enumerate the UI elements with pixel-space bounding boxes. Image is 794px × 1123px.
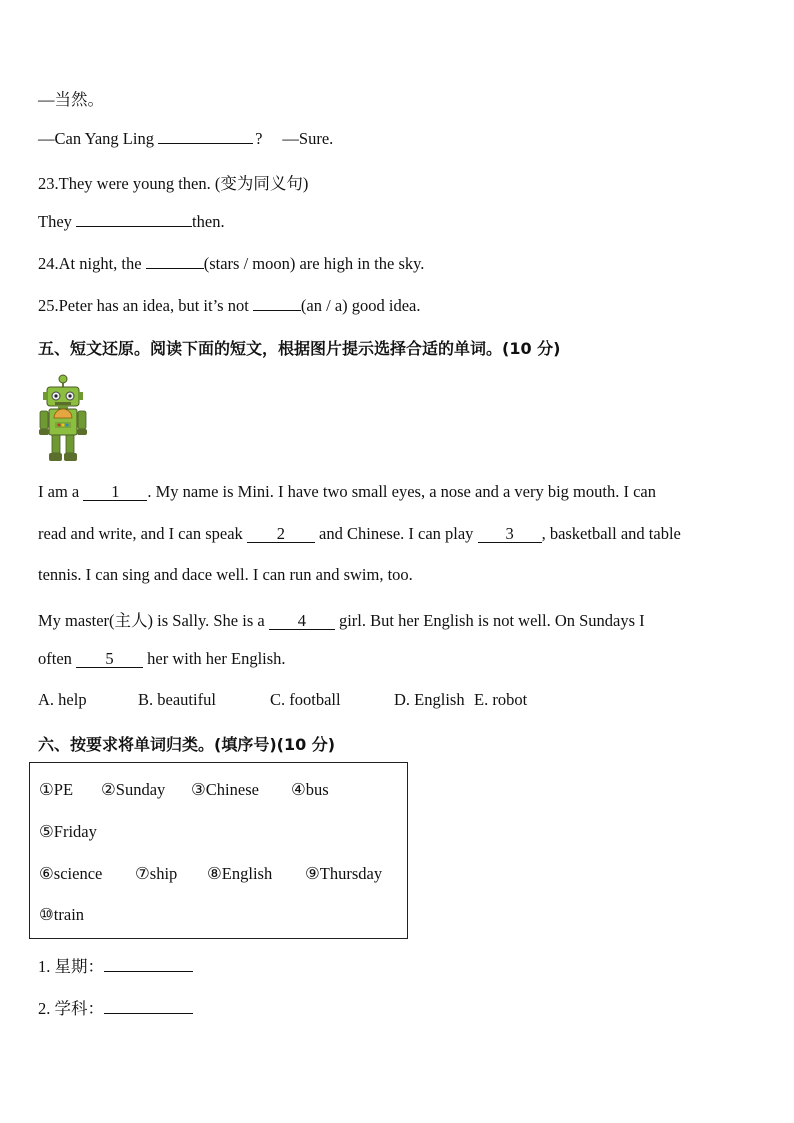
q22-reply: —Sure.: [282, 129, 334, 148]
option-a: A. help: [38, 690, 87, 709]
options-line: [38, 690, 527, 710]
passage-text: read and write, and I can speak: [38, 524, 247, 543]
q24-blank[interactable]: [146, 253, 204, 269]
word-item: ③Chinese: [191, 780, 259, 799]
q25-blank[interactable]: [253, 295, 301, 311]
q25-prefix: 25.Peter has an idea, but it’s not: [38, 296, 253, 315]
passage-text: I am a: [38, 482, 84, 501]
passage-line-4: [38, 607, 645, 631]
passage-blank-2[interactable]: 2: [247, 525, 315, 543]
word-box: [29, 762, 408, 939]
passage-blank-1[interactable]: 1: [83, 483, 147, 501]
q23-line: 23.They were young then. (变为同义句): [38, 174, 309, 193]
q22-blank[interactable]: [158, 128, 253, 144]
section5-heading: 五、短文还原。阅读下面的短文，根据图片提示选择合适的单词。(10 分): [38, 339, 561, 358]
word-item: ⑧English: [207, 864, 273, 883]
q24-line: [38, 253, 424, 274]
passage-line-2: [38, 524, 681, 544]
dialog-answer-line: —当然。: [38, 90, 104, 109]
passage-line-1: [38, 482, 656, 502]
option-b: B. beautiful: [138, 690, 216, 709]
q25-line: [38, 295, 421, 316]
passage-line-5: [38, 649, 286, 669]
q22-text: —Can Yang Ling: [38, 129, 159, 148]
word-item: ⑩train: [39, 905, 85, 924]
word-item: ⑥science: [39, 864, 103, 883]
q24-suffix: (stars / moon) are high in the sky.: [203, 254, 425, 273]
q23-blank[interactable]: [76, 211, 192, 227]
option-d: D. English: [394, 690, 465, 709]
q23-rewrite-suffix: then.: [192, 212, 225, 231]
q25-suffix: (an / a) good idea.: [300, 296, 421, 315]
robot-illustration: [38, 374, 92, 464]
classify-q2: [38, 995, 193, 1019]
passage-text: . My name is Mini. I have two small eyes, a nose and a very big mouth. I can: [147, 482, 656, 501]
q24-prefix: 24.At night, the: [38, 254, 146, 273]
word-item: ①PE: [39, 780, 74, 799]
q23-rewrite-line: [38, 211, 225, 232]
passage-text: My master(主人) is Sally. She is a: [38, 611, 269, 630]
word-item: ⑨Thursday: [305, 864, 383, 883]
q22-line: [38, 128, 333, 149]
classify-q1-label: 1. 星期：: [38, 957, 104, 976]
passage-text: girl. But her English is not well. On Sundays I: [334, 611, 645, 630]
passage-line-3: tennis. I can sing and dace well. I can run and swim, too.: [38, 565, 413, 584]
passage-blank-3[interactable]: 3: [478, 525, 542, 543]
classify-q1-blank[interactable]: [104, 956, 193, 972]
word-row-4: [39, 905, 84, 925]
passage-text: , basketball and table: [541, 524, 681, 543]
classify-q1: [38, 953, 193, 977]
passage-text: often: [38, 649, 77, 668]
word-row-2: [39, 822, 97, 842]
passage-blank-5[interactable]: 5: [76, 650, 143, 668]
word-item: ⑦ship: [135, 864, 178, 883]
word-row-3: [39, 864, 382, 884]
word-row-1: [39, 780, 329, 800]
q22-question-mark: ?: [255, 129, 263, 148]
classify-q2-label: 2. 学科：: [38, 999, 104, 1018]
passage-text: her with her English.: [143, 649, 286, 668]
word-item: ②Sunday: [101, 780, 166, 799]
word-item: ④bus: [291, 780, 329, 799]
option-c: C. football: [270, 690, 341, 709]
passage-text: and Chinese. I can play: [314, 524, 478, 543]
section6-heading: 六、按要求将单词归类。(填序号)(10 分): [38, 735, 336, 754]
word-item: ⑤Friday: [39, 822, 97, 841]
option-e: E. robot: [474, 690, 528, 709]
q23-rewrite-prefix: They: [38, 212, 77, 231]
classify-q2-blank[interactable]: [104, 998, 193, 1014]
passage-blank-4[interactable]: 4: [269, 612, 335, 630]
